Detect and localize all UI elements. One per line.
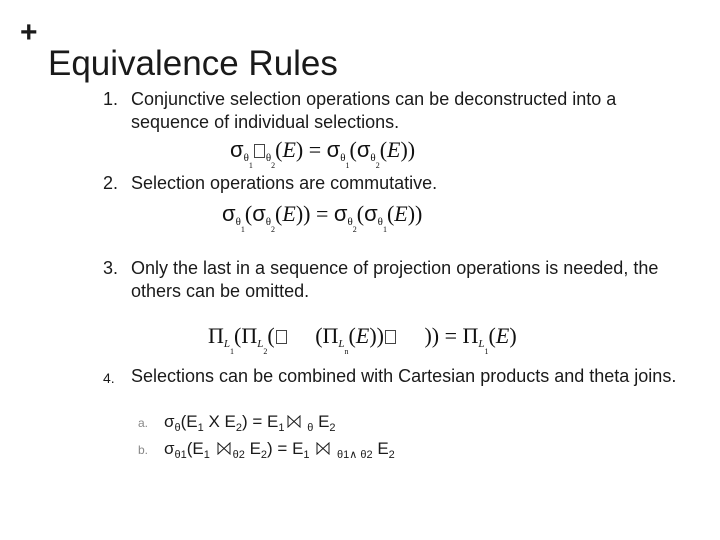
rule-1-text: Conjunctive selection operations can be deconstructed into a sequence of individual selections. (131, 89, 617, 132)
slide-title: Equivalence Rules (48, 44, 338, 83)
missing-glyph-icon (276, 330, 287, 344)
rule-2-text: Selection operations are commutative. (131, 173, 438, 193)
subitem-b-letter: b. (138, 443, 149, 457)
subitem-a-letter: a. (138, 416, 149, 430)
subitem-a-expression: $\sigma_\theta(E_1$ X $E_2) = E_1$ $_\theta$ $E_2$ (164, 412, 336, 434)
rule-1-number: 1. (103, 89, 119, 109)
formula-rule-3: $\Pi_{L_1}(\Pi_{L_2}$( $(\Pi_{L_n}(E))$ )) = $\Pi_{L_1}(E)$ (208, 323, 517, 356)
rule-4-text: Selections can be combined with Cartesian products and theta joins. (131, 366, 677, 386)
formula-rule-1: $\sigma_{\theta_1\theta_2}(E) = \sigma_{\theta_1}(\sigma_{\theta_2}(E))$ (230, 137, 416, 170)
rule-4-number: 4. (103, 370, 115, 386)
missing-glyph-icon (385, 330, 396, 344)
bowtie-join-icon (217, 442, 231, 455)
plus-marker: + (20, 16, 38, 49)
bowtie-join-icon (316, 442, 330, 455)
bowtie-join-icon (287, 415, 301, 428)
formula-rule-2: $\sigma_{\theta_1}(\sigma_{\theta_2}(E)) = \sigma_{\theta_2}(\sigma_{\theta_1}(E))$ (222, 201, 423, 234)
rule-3-text: Only the last in a sequence of projection operations is needed, the others can be omitted. (131, 258, 659, 301)
rule-2-number: 2. (103, 173, 119, 193)
missing-glyph-icon (254, 144, 265, 158)
subitem-b-expression: $\sigma_{\theta 1}(E_1$ $_{\theta 2}$ $E_2) = E_1$ $_{\theta 1\wedge \theta 2}$ $E_2$ (164, 439, 395, 461)
rule-3-number: 3. (103, 258, 119, 278)
